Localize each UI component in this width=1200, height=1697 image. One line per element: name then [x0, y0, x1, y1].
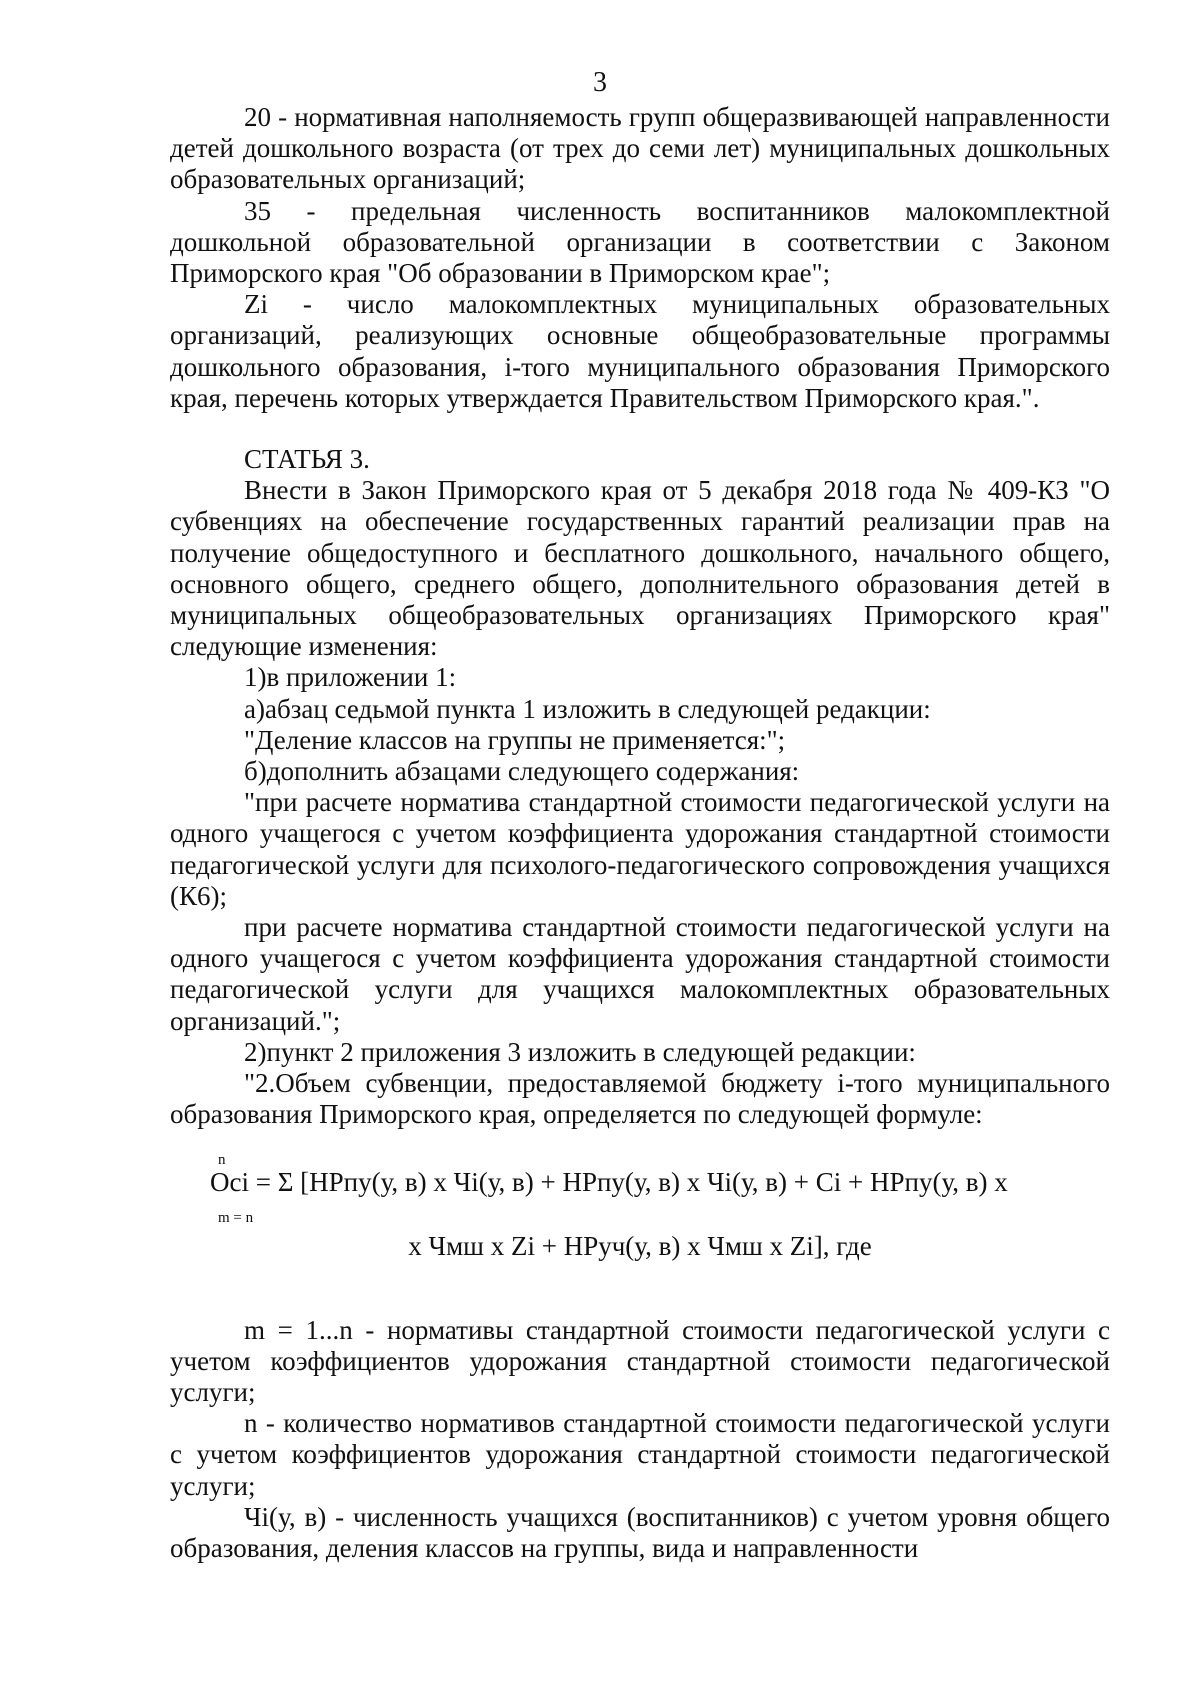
document-body	[170, 102, 1110, 1564]
list-item: "2.Объем субвенции, предоставляемой бюджету i-того муниципального образования Приморского края, определяется по следующей формуле:	[170, 1068, 1110, 1130]
formula-line-2: x Чмш x Zi + НРуч(у, в) x Чмш x Zi], где	[408, 1230, 872, 1261]
definition: m = 1...n - нормативы стандартной стоимости педагогической услуги с учетом коэффициентов удорожания стандартной стоимости педагогической услуги;	[170, 1314, 1110, 1407]
list-item: 1)в приложении 1:	[244, 662, 457, 693]
paragraph: 20 - нормативная наполняемость групп общеразвивающей направленности детей дошкольного возраста (от трех до семи лет) муниципальных дошкольных образовательных организаций;	[170, 102, 1110, 195]
page-number: 3	[593, 67, 607, 98]
list-item: при расчете норматива стандартной стоимости педагогической услуги на одного учащегося с учетом коэффициента удорожания стандартной стоимости педагогической услуги для учащихся малокомплектных образовательных организаций.";	[170, 912, 1110, 1036]
list-item: "при расчете норматива стандартной стоимости педагогической услуги на одного учащегося с учетом коэффициента удорожания стандартной стоимости педагогической услуги для психолого-педагогического сопровождения учащихся (К6);	[170, 787, 1110, 911]
formula-sum-upper: n	[218, 1151, 226, 1168]
list-item: 2)пункт 2 приложения 3 изложить в следующей редакции:	[244, 1036, 916, 1067]
paragraph: 35 - предельная численность воспитанников малокомплектной дошкольной образовательной организации в соответствии с Законом Приморского края "Об образовании в Приморском крае";	[170, 195, 1110, 289]
formula	[170, 1145, 1110, 1281]
formula-line-1: Oci = Σ [НРпу(у, в) x Чi(у, в) + НРпу(у, в) x Чi(у, в) + Ci + НРпу(у, в) x	[210, 1166, 1008, 1197]
list-item: б)дополнить абзацами следующего содержания:	[244, 756, 800, 787]
paragraph: Zi - число малокомплектных муниципальных образовательных организаций, реализующих основные общеобразовательные программы дошкольного образования, i-того муниципального образования Приморского края, перечень которых утверждается Правительством Приморского края.".	[170, 289, 1110, 413]
formula-sum-lower: m = n	[218, 1209, 254, 1226]
paragraph: Внести в Закон Приморского края от 5 декабря 2018 года № 409-КЗ "О субвенциях на обеспечение государственных гарантий реализации прав на получение общедоступного и бесплатного дошкольного, начального общего, основного общего, среднего общего, дополнительного образования детей в муниципальных общеобразовательных организациях Приморского края" следующие изменения:	[170, 475, 1110, 662]
definition: n - количество нормативов стандартной стоимости педагогической услуги с учетом коэффициентов удорожания стандартной стоимости педагогической услуги;	[170, 1408, 1110, 1501]
article-heading: СТАТЬЯ 3.	[244, 444, 370, 475]
definition: Чi(у, в) - численность учащихся (воспитанников) с учетом уровня общего образования, деления классов на группы, вида и направленности	[170, 1501, 1110, 1563]
list-item: а)абзац седьмой пункта 1 изложить в следующей редакции:	[244, 693, 931, 724]
list-item: "Деление классов на группы не применяется:";	[244, 724, 786, 755]
